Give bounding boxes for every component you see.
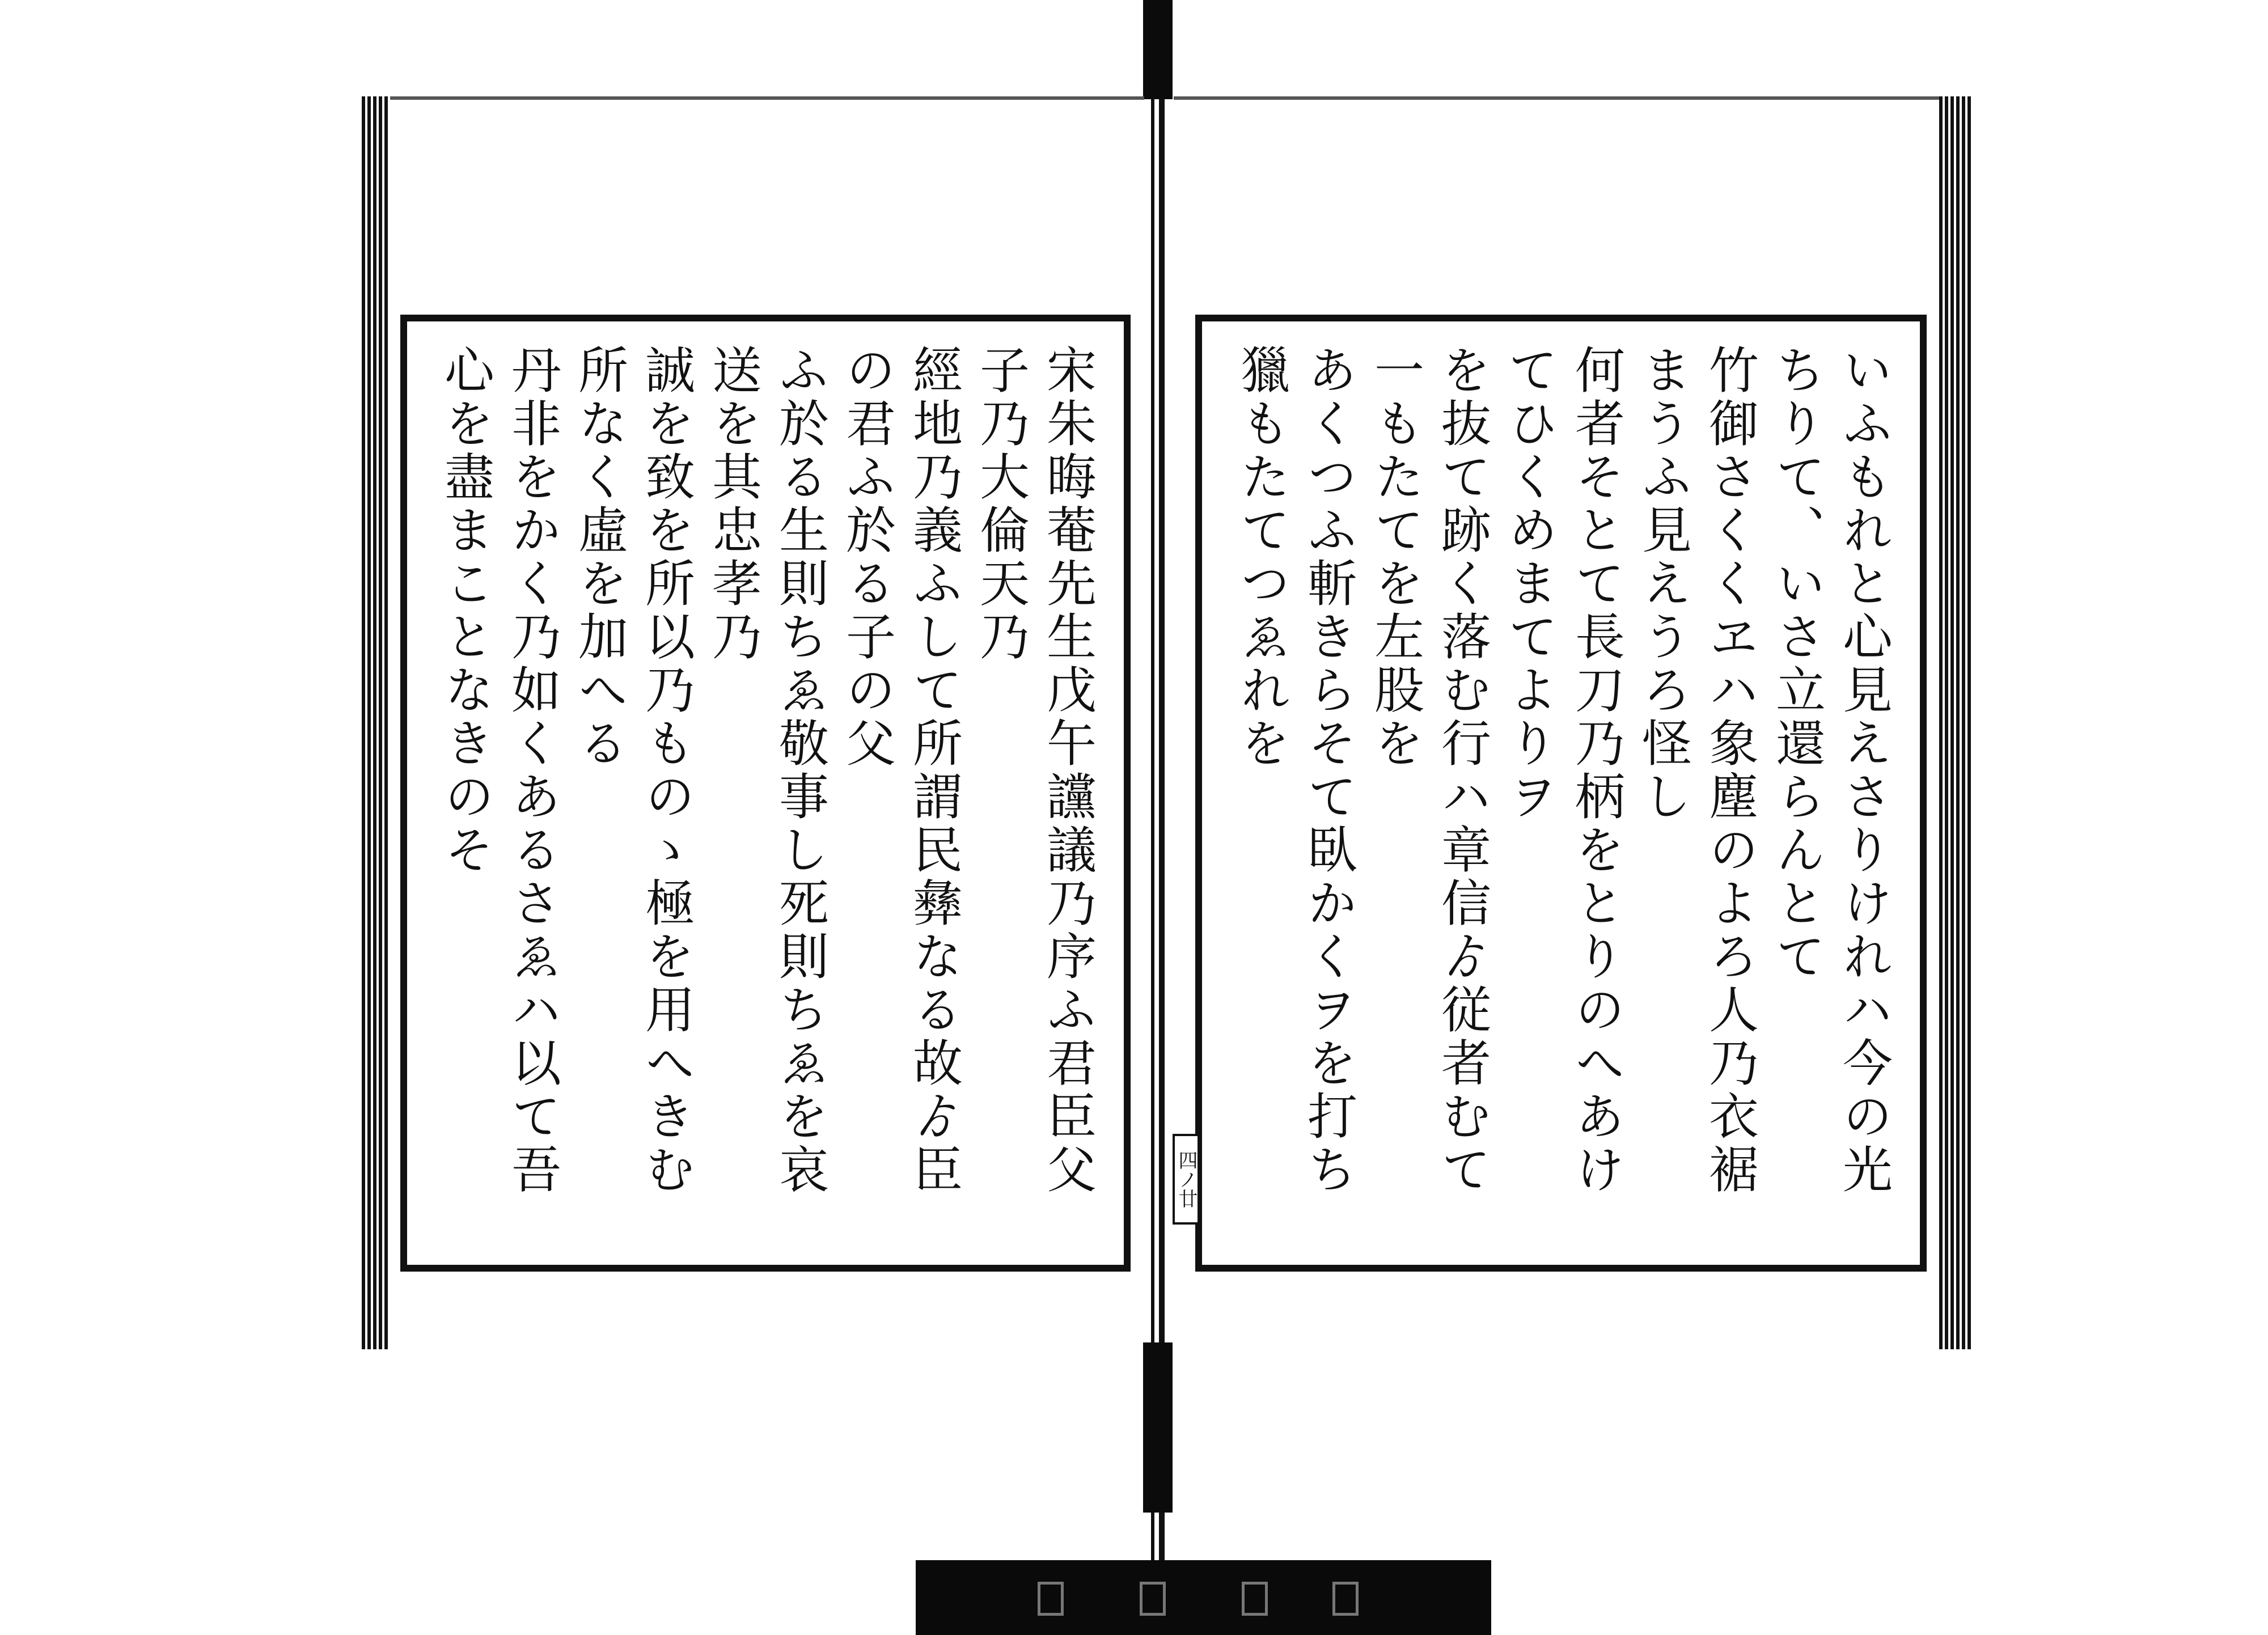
text-column: いふもれと心見えさりけれハ今の光ちりて、いさ立還らんとて (1768, 344, 1893, 1197)
bar-mark (1332, 1582, 1359, 1616)
text-column: ふ於る生則ちゑ敬事し死則ちゑを哀送を其忠孝乃 (704, 344, 830, 1197)
right-page-top-edge (1174, 96, 1939, 100)
left-page-edge (362, 96, 390, 1349)
bar-mark (1038, 1582, 1064, 1616)
right-text-panel (1195, 315, 1927, 1272)
spine-bottom-cap (1143, 1342, 1173, 1513)
bar-mark (1242, 1582, 1268, 1616)
folio-label: 四ノ廿 (1173, 1134, 1200, 1225)
text-column: を抜て跡く落む行ハ章信ゟ従者むて一もたてを左股を (1366, 344, 1492, 1197)
right-page-text (1225, 344, 1897, 1242)
scan-bottom-bar (916, 1560, 1491, 1635)
left-text-panel (400, 315, 1131, 1272)
text-column: 誠を致を所以乃ものゝ極を用へきむ所なく虛を加へる (570, 344, 696, 1197)
text-column: 經地乃義ふして所謂民彝なる故ゟ臣の君ふ於る子の父 (838, 344, 963, 1197)
text-column: 丹非をかく乃如くあるさゑハ以て吾心を盡まことなきのそ (437, 344, 562, 1197)
left-page-text (430, 344, 1101, 1242)
text-column (430, 344, 432, 1242)
text-column: あくつふ斬きらそて臥かくヲを打ち獵もたてつゑれを (1233, 344, 1358, 1197)
right-page-edge (1939, 96, 1971, 1349)
text-column: 宋朱晦菴先生戊午讜議乃序ふ君臣父子乃大倫天乃 (972, 344, 1097, 1197)
spine-top-cap (1143, 0, 1173, 99)
bar-mark (1140, 1582, 1166, 1616)
left-page-top-edge (390, 96, 1144, 100)
text-column: 竹御さくくヱハ象塵のよろ人乃衣裾まうふ見えうろ怪し (1634, 344, 1759, 1197)
text-column: 何者そとて長刀乃柄をとりのへあけてひくめまてよりヲ (1500, 344, 1626, 1197)
text-column (1225, 344, 1228, 1242)
